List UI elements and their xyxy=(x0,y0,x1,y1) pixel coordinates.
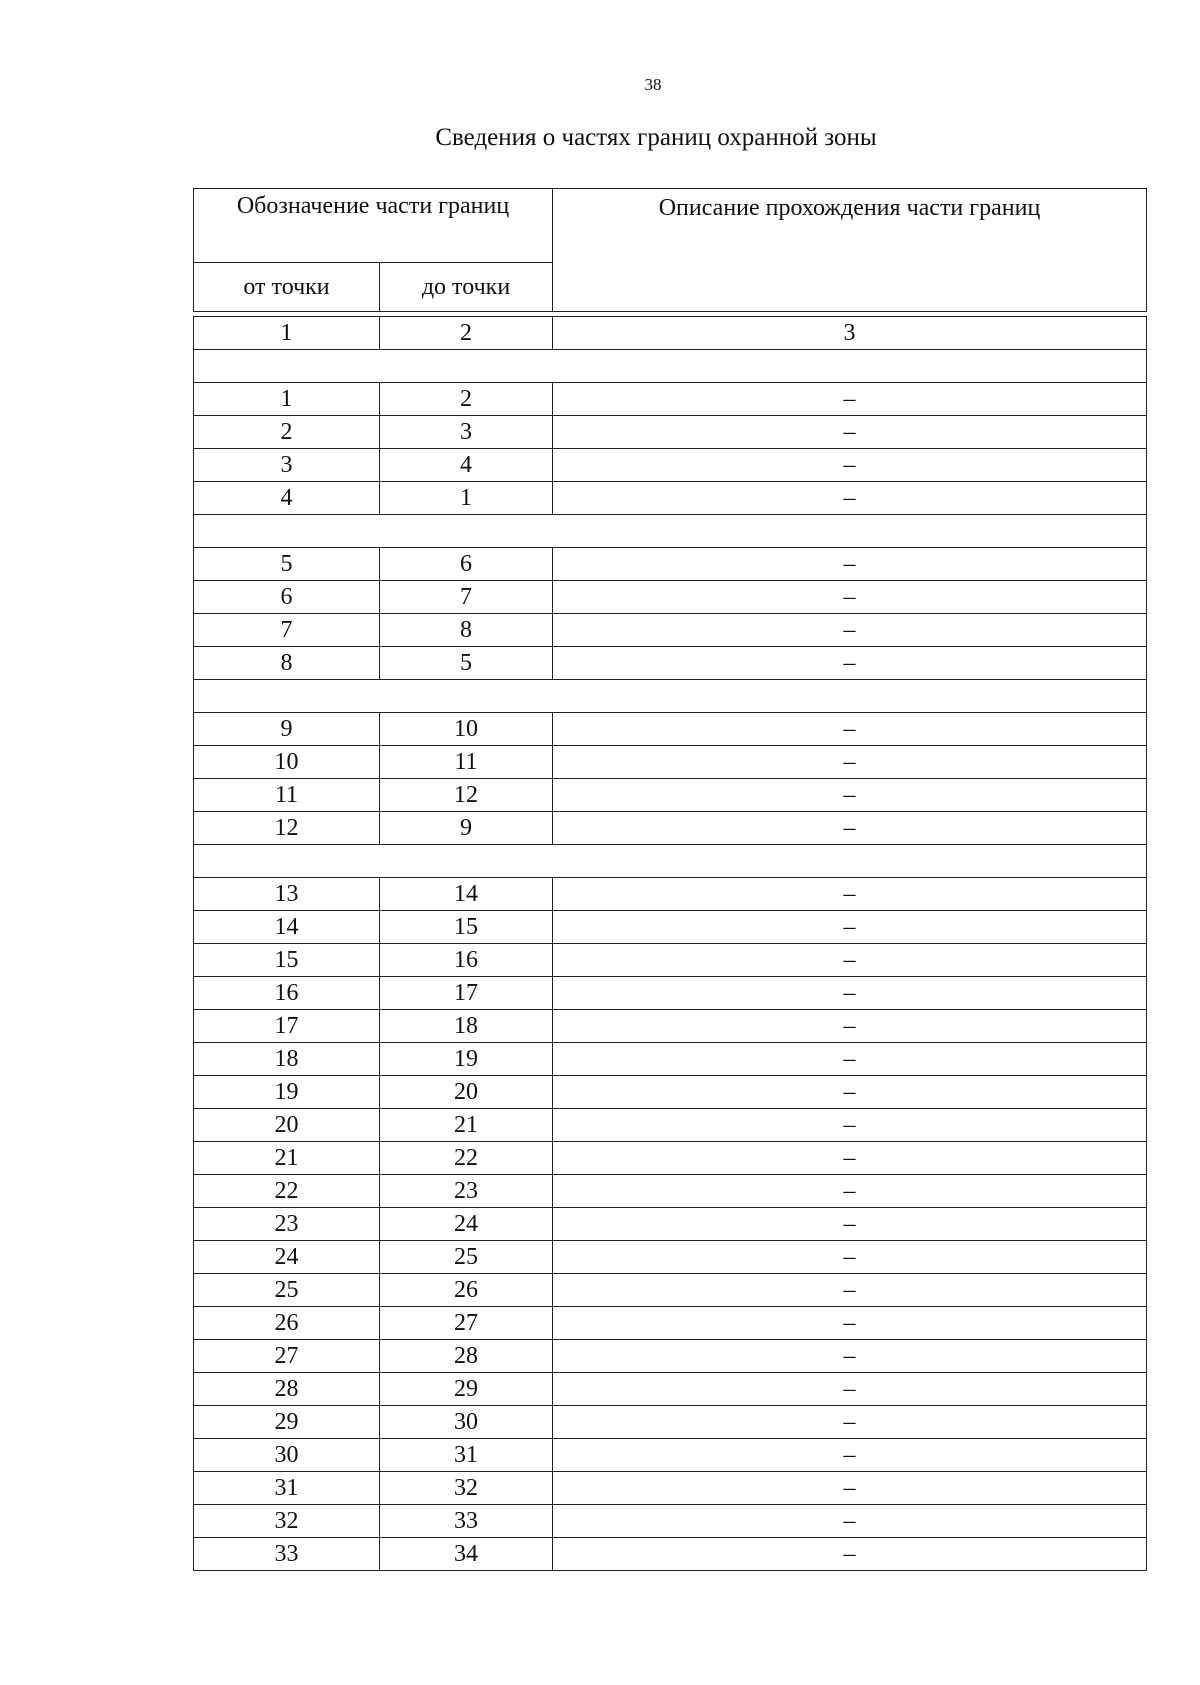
page-number: 38 xyxy=(644,75,662,94)
group-separator-row xyxy=(194,350,1147,383)
description-cell: – xyxy=(553,548,1147,581)
to-point-cell: 31 xyxy=(380,1439,553,1472)
to-point-cell: 9 xyxy=(380,812,553,845)
description-cell: – xyxy=(553,746,1147,779)
from-point-cell: 16 xyxy=(194,977,380,1010)
table-row xyxy=(194,1175,1147,1208)
group-separator-cell xyxy=(194,845,1147,878)
description-cell: – xyxy=(553,1505,1147,1538)
to-point-cell: 32 xyxy=(380,1472,553,1505)
from-point-header: от точки xyxy=(194,263,380,312)
description-cell: – xyxy=(553,1010,1147,1043)
description-cell: – xyxy=(553,1208,1147,1241)
description-cell: – xyxy=(553,911,1147,944)
boundary-parts-table xyxy=(193,188,1147,1571)
to-point-cell: 28 xyxy=(380,1340,553,1373)
from-point-cell: 6 xyxy=(194,581,380,614)
group-separator-cell xyxy=(194,350,1147,383)
from-point-cell: 23 xyxy=(194,1208,380,1241)
from-point-cell: 25 xyxy=(194,1274,380,1307)
from-point-cell: 31 xyxy=(194,1472,380,1505)
to-point-cell: 6 xyxy=(380,548,553,581)
to-point-cell: 29 xyxy=(380,1373,553,1406)
page-title: Сведения о частях границ охранной зоны xyxy=(435,124,877,151)
description-cell: – xyxy=(553,449,1147,482)
to-point-cell: 33 xyxy=(380,1505,553,1538)
description-cell: – xyxy=(553,614,1147,647)
to-point-cell: 23 xyxy=(380,1175,553,1208)
to-point-cell: 17 xyxy=(380,977,553,1010)
table-row xyxy=(194,1241,1147,1274)
from-point-cell: 24 xyxy=(194,1241,380,1274)
from-point-cell: 20 xyxy=(194,1109,380,1142)
from-point-cell: 12 xyxy=(194,812,380,845)
group-separator-row xyxy=(194,845,1147,878)
description-cell: – xyxy=(553,1043,1147,1076)
to-point-cell: 21 xyxy=(380,1109,553,1142)
description-cell: – xyxy=(553,1076,1147,1109)
to-point-cell: 16 xyxy=(380,944,553,977)
from-point-cell: 21 xyxy=(194,1142,380,1175)
description-cell: – xyxy=(553,1472,1147,1505)
to-point-cell: 8 xyxy=(380,614,553,647)
from-point-cell: 18 xyxy=(194,1043,380,1076)
table-row xyxy=(194,911,1147,944)
table-row xyxy=(194,482,1147,515)
description-cell: – xyxy=(553,1274,1147,1307)
table-row xyxy=(194,1208,1147,1241)
group-separator-row xyxy=(194,680,1147,713)
from-point-cell: 11 xyxy=(194,779,380,812)
to-point-cell: 3 xyxy=(380,416,553,449)
to-point-cell: 4 xyxy=(380,449,553,482)
description-cell: – xyxy=(553,416,1147,449)
description-cell: – xyxy=(553,878,1147,911)
to-point-cell: 24 xyxy=(380,1208,553,1241)
from-point-cell: 14 xyxy=(194,911,380,944)
table-row xyxy=(194,383,1147,416)
table-row xyxy=(194,977,1147,1010)
table-row xyxy=(194,1142,1147,1175)
from-point-cell: 33 xyxy=(194,1538,380,1571)
from-point-cell: 27 xyxy=(194,1340,380,1373)
to-point-cell: 27 xyxy=(380,1307,553,1340)
to-point-cell: 7 xyxy=(380,581,553,614)
description-cell: – xyxy=(553,713,1147,746)
description-cell: – xyxy=(553,1340,1147,1373)
designation-header: Обозначение части границ xyxy=(194,189,553,263)
table-row xyxy=(194,713,1147,746)
table-row xyxy=(194,1274,1147,1307)
to-point-cell: 11 xyxy=(380,746,553,779)
table-row xyxy=(194,779,1147,812)
from-point-cell: 17 xyxy=(194,1010,380,1043)
column-number-2: 2 xyxy=(380,317,553,350)
to-point-cell: 14 xyxy=(380,878,553,911)
to-point-cell: 34 xyxy=(380,1538,553,1571)
from-point-cell: 5 xyxy=(194,548,380,581)
description-cell: – xyxy=(553,1439,1147,1472)
table-row xyxy=(194,944,1147,977)
column-number-3: 3 xyxy=(553,317,1147,350)
to-point-cell: 10 xyxy=(380,713,553,746)
from-point-cell: 22 xyxy=(194,1175,380,1208)
to-point-cell: 1 xyxy=(380,482,553,515)
table-row xyxy=(194,1505,1147,1538)
table-row xyxy=(194,1340,1147,1373)
description-cell: – xyxy=(553,944,1147,977)
from-point-cell: 4 xyxy=(194,482,380,515)
table-row xyxy=(194,1307,1147,1340)
table-row xyxy=(194,878,1147,911)
to-point-cell: 25 xyxy=(380,1241,553,1274)
to-point-cell: 18 xyxy=(380,1010,553,1043)
table-row xyxy=(194,614,1147,647)
table-header xyxy=(193,188,1147,312)
from-point-cell: 29 xyxy=(194,1406,380,1439)
table-row xyxy=(194,1406,1147,1439)
table-row xyxy=(194,449,1147,482)
table-body xyxy=(193,316,1147,1571)
table-row xyxy=(194,812,1147,845)
from-point-cell: 8 xyxy=(194,647,380,680)
to-point-cell: 12 xyxy=(380,779,553,812)
table-row xyxy=(194,1538,1147,1571)
to-point-header: до точки xyxy=(380,263,553,312)
from-point-cell: 7 xyxy=(194,614,380,647)
description-cell: – xyxy=(553,1142,1147,1175)
to-point-cell: 30 xyxy=(380,1406,553,1439)
from-point-cell: 1 xyxy=(194,383,380,416)
table-row xyxy=(194,416,1147,449)
group-separator-row xyxy=(194,515,1147,548)
to-point-cell: 15 xyxy=(380,911,553,944)
table-row xyxy=(194,647,1147,680)
description-cell: – xyxy=(553,1307,1147,1340)
description-cell: – xyxy=(553,1538,1147,1571)
from-point-cell: 28 xyxy=(194,1373,380,1406)
from-point-cell: 9 xyxy=(194,713,380,746)
description-cell: – xyxy=(553,812,1147,845)
from-point-cell: 32 xyxy=(194,1505,380,1538)
from-point-cell: 10 xyxy=(194,746,380,779)
group-separator-cell xyxy=(194,680,1147,713)
to-point-cell: 20 xyxy=(380,1076,553,1109)
from-point-cell: 3 xyxy=(194,449,380,482)
table-row xyxy=(194,1373,1147,1406)
from-point-cell: 15 xyxy=(194,944,380,977)
group-separator-cell xyxy=(194,515,1147,548)
table-row xyxy=(194,1472,1147,1505)
description-cell: – xyxy=(553,779,1147,812)
to-point-cell: 5 xyxy=(380,647,553,680)
table-row xyxy=(194,1043,1147,1076)
table-row xyxy=(194,1076,1147,1109)
table-row xyxy=(194,1439,1147,1472)
from-point-cell: 2 xyxy=(194,416,380,449)
to-point-cell: 26 xyxy=(380,1274,553,1307)
column-number-row xyxy=(194,317,1147,350)
description-cell: – xyxy=(553,383,1147,416)
description-header: Описание прохождения части границ xyxy=(553,189,1147,312)
description-cell: – xyxy=(553,482,1147,515)
description-cell: – xyxy=(553,1373,1147,1406)
description-cell: – xyxy=(553,1109,1147,1142)
description-cell: – xyxy=(553,647,1147,680)
table-row xyxy=(194,548,1147,581)
description-cell: – xyxy=(553,1406,1147,1439)
to-point-cell: 22 xyxy=(380,1142,553,1175)
from-point-cell: 13 xyxy=(194,878,380,911)
from-point-cell: 30 xyxy=(194,1439,380,1472)
table-row xyxy=(194,1109,1147,1142)
table-row xyxy=(194,581,1147,614)
from-point-cell: 19 xyxy=(194,1076,380,1109)
description-cell: – xyxy=(553,977,1147,1010)
table-row xyxy=(194,1010,1147,1043)
description-cell: – xyxy=(553,581,1147,614)
to-point-cell: 2 xyxy=(380,383,553,416)
column-number-1: 1 xyxy=(194,317,380,350)
description-cell: – xyxy=(553,1241,1147,1274)
from-point-cell: 26 xyxy=(194,1307,380,1340)
table-row xyxy=(194,746,1147,779)
description-cell: – xyxy=(553,1175,1147,1208)
to-point-cell: 19 xyxy=(380,1043,553,1076)
